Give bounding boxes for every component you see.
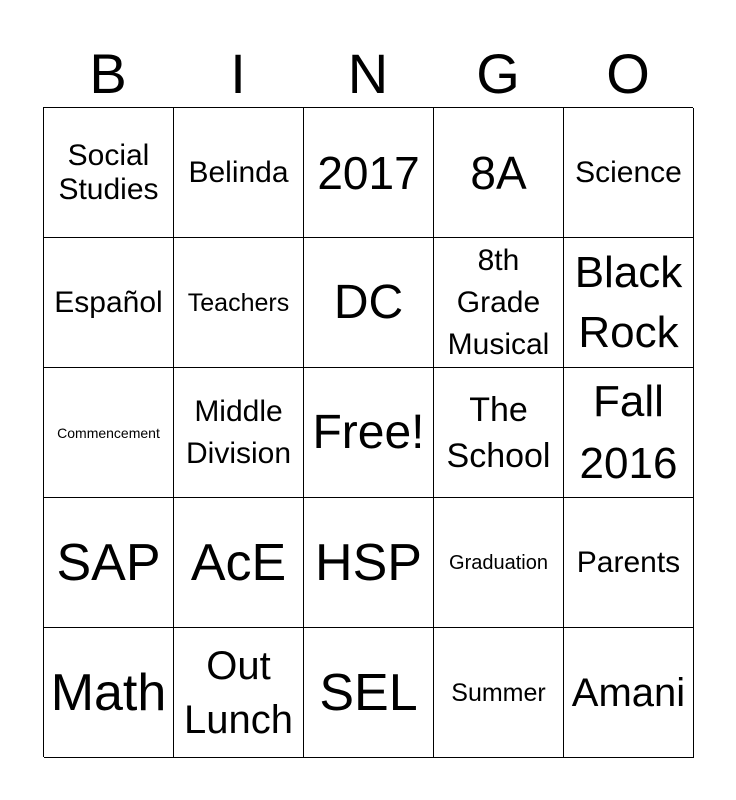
bingo-cell[interactable] <box>434 368 564 498</box>
bingo-cell[interactable] <box>44 368 174 498</box>
bingo-cell[interactable] <box>564 108 694 238</box>
cell-label: Español <box>54 285 163 319</box>
cell-label: Social Studies <box>58 138 159 206</box>
bingo-cell[interactable] <box>174 368 304 498</box>
cell-label: Commencement <box>57 424 160 441</box>
cell-label: Free! <box>312 405 425 459</box>
cell-label: Science <box>575 155 682 189</box>
header-letter-n: N <box>347 42 389 105</box>
cell-label: Out Lunch <box>184 643 293 742</box>
bingo-cell[interactable] <box>174 238 304 368</box>
cell-label: Middle Division <box>185 394 292 470</box>
cell-label: 2017 <box>317 146 420 199</box>
cell-label: Belinda <box>188 155 289 189</box>
header-letter-i: I <box>230 42 246 105</box>
bingo-cell[interactable] <box>304 238 434 368</box>
cell-label: AcE <box>190 533 287 592</box>
header-letter-b: B <box>89 42 127 105</box>
cell-label: Fall 2016 <box>579 376 678 488</box>
cell-label: SEL <box>319 663 418 722</box>
header-letter-g: G <box>476 42 520 105</box>
cell-label: The School <box>446 390 551 475</box>
bingo-cell[interactable] <box>304 498 434 628</box>
bingo-cell[interactable] <box>564 628 694 758</box>
header-letter-o: O <box>606 42 650 105</box>
bingo-cell[interactable] <box>44 498 174 628</box>
cell-label: 8A <box>470 146 527 199</box>
bingo-header <box>43 40 693 108</box>
cell-label: DC <box>333 275 404 329</box>
cell-label: Teachers <box>187 288 290 317</box>
bingo-cell[interactable] <box>174 628 304 758</box>
bingo-cell[interactable] <box>434 108 564 238</box>
bingo-cell[interactable] <box>564 368 694 498</box>
bingo-cell[interactable] <box>44 628 174 758</box>
bingo-cell[interactable] <box>434 628 564 758</box>
bingo-cell[interactable] <box>44 238 174 368</box>
bingo-cell[interactable] <box>174 108 304 238</box>
cell-label: Black Rock <box>574 247 683 357</box>
cell-label: 8th Grade Musical <box>447 243 550 361</box>
cell-label: SAP <box>56 533 161 592</box>
bingo-cell[interactable] <box>434 238 564 368</box>
cell-label: Graduation <box>449 551 548 574</box>
cell-label: Parents <box>576 545 681 579</box>
cell-label: HSP <box>315 533 422 592</box>
bingo-cell[interactable] <box>304 628 434 758</box>
cell-label: Summer <box>451 678 546 707</box>
bingo-cell[interactable] <box>564 498 694 628</box>
bingo-cell[interactable] <box>434 498 564 628</box>
bingo-cell[interactable] <box>304 368 434 498</box>
bingo-cell[interactable] <box>174 498 304 628</box>
cell-label: Math <box>50 663 167 722</box>
cell-label: Amani <box>571 670 686 715</box>
bingo-card-grid <box>43 107 693 757</box>
bingo-cell[interactable] <box>564 238 694 368</box>
bingo-cell[interactable] <box>304 108 434 238</box>
bingo-cell[interactable] <box>44 108 174 238</box>
